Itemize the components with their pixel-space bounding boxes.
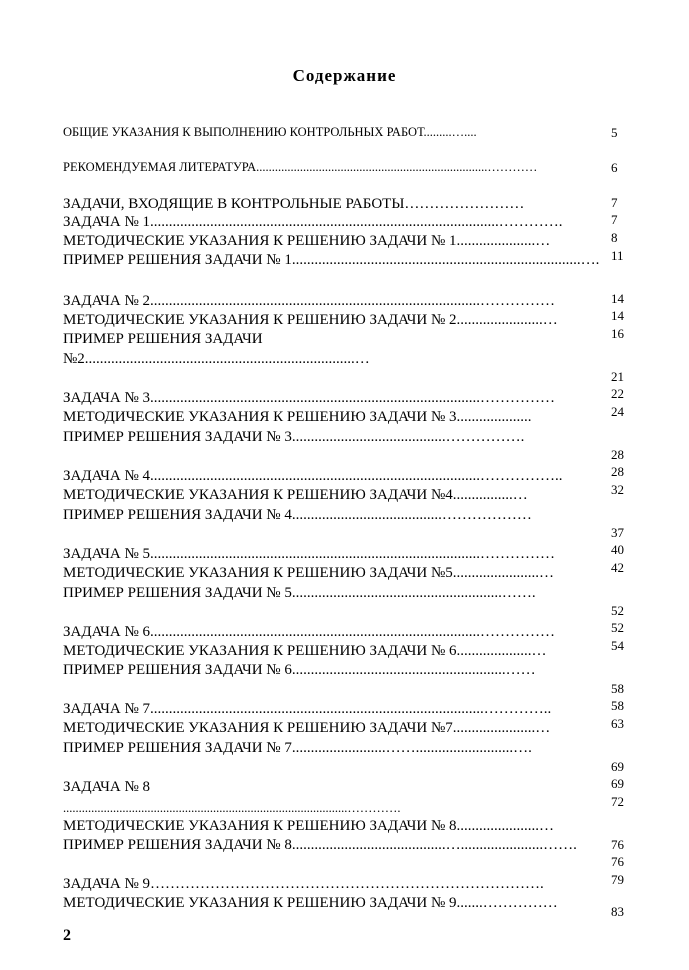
toc-page-number: 52 xyxy=(611,603,624,618)
toc-line: ПРИМЕР РЕШЕНИЯ ЗАДАЧИ № 7.........................……..........................…. xyxy=(63,740,532,756)
toc-line: МЕТОДИЧЕСКИЕ УКАЗАНИЯ К РЕШЕНИЮ ЗАДАЧИ № 9.......…………… xyxy=(63,895,558,911)
toc-page-number: 14 xyxy=(611,291,624,306)
toc-page-number: 69 xyxy=(611,776,624,791)
toc-line: МЕТОДИЧЕСКИЕ УКАЗАНИЯ К РЕШЕНИЮ ЗАДАЧИ № 1.....................… xyxy=(63,233,551,249)
toc-line: ЗАДАЧА № 3........................................................................................…………… xyxy=(63,390,556,406)
toc-page-number: 7 xyxy=(611,195,618,210)
toc-page-number: 79 xyxy=(611,872,624,887)
toc-line: ЗАДАЧА № 7.........................................................................................………….. xyxy=(63,701,552,717)
toc-line: ...........................................................................................…………. xyxy=(63,801,401,815)
toc-line: ЗАДАЧА № 5........................................................................................…………… xyxy=(63,546,556,562)
toc-line: ПРИМЕР РЕШЕНИЯ ЗАДАЧИ № 6.........................................................…… xyxy=(63,662,536,678)
toc-page-number: 40 xyxy=(611,542,624,557)
toc-page-number: 21 xyxy=(611,369,624,384)
toc-line: ЗАДАЧА № 8 xyxy=(63,779,151,795)
toc-page-number: 7 xyxy=(611,212,618,227)
toc-page-number: 16 xyxy=(611,326,624,341)
toc-line: МЕТОДИЧЕСКИЕ УКАЗАНИЯ К РЕШЕНИЮ ЗАДАЧИ № 8......................… xyxy=(63,818,555,834)
toc-line: ЗАДАЧА № 9……………………………………………………………………. xyxy=(63,876,544,892)
toc-line: МЕТОДИЧЕСКИЕ УКАЗАНИЯ К РЕШЕНИЮ ЗАДАЧИ №7......................… xyxy=(63,720,551,736)
toc-page-number: 14 xyxy=(611,308,624,323)
toc-page-number: 11 xyxy=(611,248,624,263)
toc-line: РЕКОМЕНДУЕМАЯ ЛИТЕРАТУРА..........................................................................………… xyxy=(63,160,538,174)
toc-page-number: 24 xyxy=(611,404,624,419)
page-folio: 2 xyxy=(63,927,71,944)
toc-line: ОБЩИЕ УКАЗАНИЯ К ВЫПОЛНЕНИЮ КОНТРОЛЬНЫХ РАБОТ.........….... xyxy=(63,125,477,139)
toc-page-number: 76 xyxy=(611,854,624,869)
toc-line: ЗАДАЧИ, ВХОДЯЩИЕ В КОНТРОЛЬНЫЕ РАБОТЫ…………………… xyxy=(63,196,525,212)
toc-line: ЗАДАЧА № 4........................................................................................…………….. xyxy=(63,468,563,484)
toc-line: ПРИМЕР РЕШЕНИЯ ЗАДАЧИ № 5........................................................……. xyxy=(63,585,536,601)
toc-page-number: 58 xyxy=(611,698,624,713)
toc-line: ПРИМЕР РЕШЕНИЯ ЗАДАЧИ № 4........................................……………… xyxy=(63,507,532,523)
toc-page-number: 28 xyxy=(611,447,624,462)
toc-line: ПРИМЕР РЕШЕНИЯ ЗАДАЧИ № 8.........................................…......................……. xyxy=(63,837,577,853)
toc-line: №2........................................................................… xyxy=(63,351,370,367)
toc-page-number: 28 xyxy=(611,464,624,479)
toc-line: МЕТОДИЧЕСКИЕ УКАЗАНИЯ К РЕШЕНИЮ ЗАДАЧИ № 2.......................… xyxy=(63,312,558,328)
toc-page-number: 54 xyxy=(611,638,624,653)
toc-page-number: 72 xyxy=(611,794,624,809)
toc-line: ЗАДАЧА № 2........................................................................................…………… xyxy=(63,293,556,309)
toc-line: ЗАДАЧА № 6........................................................................................…………… xyxy=(63,624,556,640)
toc-line: ПРИМЕР РЕШЕНИЯ ЗАДАЧИ № 3.........................................……………. xyxy=(63,429,525,445)
toc-page-number: 63 xyxy=(611,716,624,731)
toc-page-number: 58 xyxy=(611,681,624,696)
toc-line: ПРИМЕР РЕШЕНИЯ ЗАДАЧИ xyxy=(63,331,263,347)
toc-page-number: 22 xyxy=(611,386,624,401)
toc-page-number: 5 xyxy=(611,125,618,140)
toc-page-number: 32 xyxy=(611,482,624,497)
toc-page-number: 8 xyxy=(611,230,618,245)
toc-line: МЕТОДИЧЕСКИЕ УКАЗАНИЯ К РЕШЕНИЮ ЗАДАЧИ №4................… xyxy=(63,487,528,503)
toc-page-number: 42 xyxy=(611,560,624,575)
toc-page-number: 83 xyxy=(611,904,624,919)
toc-line: МЕТОДИЧЕСКИЕ УКАЗАНИЯ К РЕШЕНИЮ ЗАДАЧИ № 6....................… xyxy=(63,643,547,659)
toc-page-number: 6 xyxy=(611,160,618,175)
toc-page-number: 52 xyxy=(611,620,624,635)
page-title: Содержание xyxy=(292,66,397,85)
toc-line: ПРИМЕР РЕШЕНИЯ ЗАДАЧИ № 1.............................................................................…. xyxy=(63,252,600,268)
toc-line: МЕТОДИЧЕСКИЕ УКАЗАНИЯ К РЕШЕНИЮ ЗАДАЧИ № 3.................... xyxy=(63,409,532,425)
toc-line: ЗАДАЧА № 1.............................................................................................…………. xyxy=(63,214,563,230)
toc-page-number: 37 xyxy=(611,525,624,540)
toc-page-number: 76 xyxy=(611,837,624,852)
toc-line: МЕТОДИЧЕСКИЕ УКАЗАНИЯ К РЕШЕНИЮ ЗАДАЧИ №5.......................… xyxy=(63,565,555,581)
toc-page-number: 69 xyxy=(611,759,624,774)
